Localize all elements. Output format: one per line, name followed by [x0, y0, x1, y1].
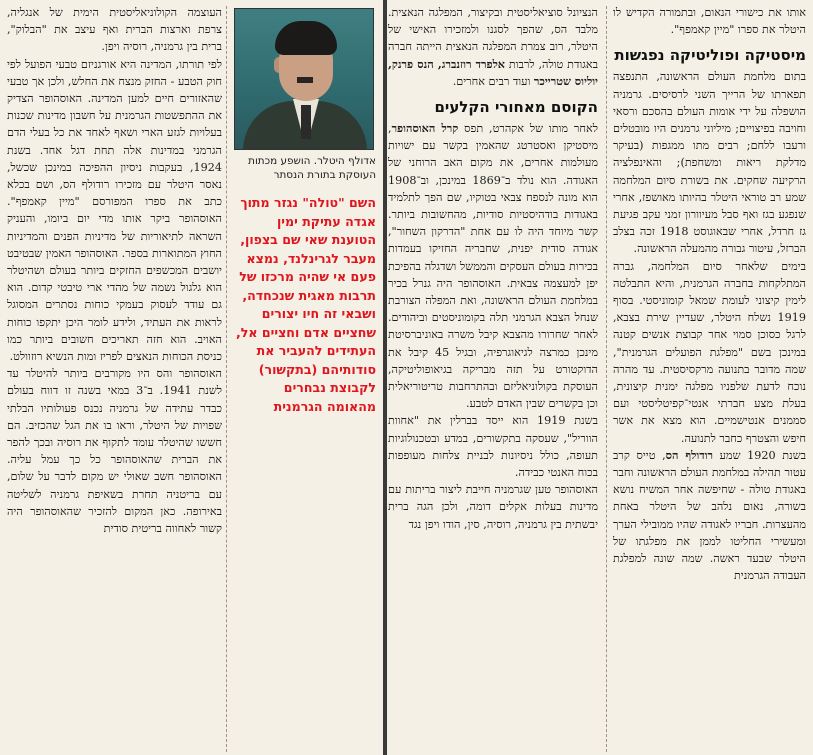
paragraph	[613, 447, 806, 585]
bold-names: אלפרד רוזנברג, הנס פרנק, יוליוס שטרייכר	[388, 56, 598, 88]
bold-name: רודולף הס	[665, 447, 714, 462]
text: , טייס קרב עטור תהילה במלחמת העולם הראשונה וחבר באגודת טולה - שחיפשה אחר המשיח נושא בשורה, נאום נלהב של היטלר באחת מהעצרות. חבריו לאגודה שהיו ממובילי הערך ומעשירי החליטו לממן את מפלגתו של היטלר שבעד ראשה. שמה שונה למפלגת העבודה הגרמנית	[613, 448, 806, 583]
text: ועוד רבים אחרים.	[452, 74, 534, 88]
bold-name: קרל האוסהופר	[391, 121, 459, 136]
paragraph: בתום מלחמת העולם הראשונה, התנפצה תפארתו של הרייך השני לרסיסים. גרמניה הושפלה על ידי אומות העולם בהסכם ורסאי וחויבה בפיצויים; מיליוני גרמנים היו מובטלים ורעבו ללחם; רבים מתו ממגפות (בעיקר מדלקת ריאות ומשחפת); והאינפלציה הרקיעה שחקים. את בשורת סיום המלחמה שמע רב טוראי היטלר בהיותו מאושפז, אחרי שנפגע בגז ואף סבל מעיוורון זמני עקב פגיעת גז חרדל, אחרי שבאוגוסט 1918 זכה בצלב הברזל, עיטור גבורה מהמעלה הראשונה.	[613, 70, 806, 256]
portrait-photo	[234, 8, 374, 150]
paragraph: בשנת 1919 הוא ייסד בברלין את "אחוות הווריל", שעסקה בתקשורים, במדע ובטכנולוגיות תעופה, כולל ניסיונות לבניית צלחות מעופפות בכוח האנטי כבידה.	[388, 414, 598, 480]
pull-quote: השם "טולה" נגזר מתוך אגדה עתיקת ימין הטוענת שאי שם בצפון, מעבר לגרינלנד, נמצא פעם אי שהיה מרכזו של תרבות מאגית שנכחדה, ושבאי זה חיו יצורים שחציים אדם וחציים אל, העתידים להעביר את סודותיהם (בתקשור) לקבוצת נבחרים מהאומה הגרמנית	[235, 195, 376, 414]
photo-hair	[275, 21, 337, 55]
paragraph: האוסהופר טען שגרמניה חייבת ליצור בריתות עם מדינות בעלות אקלים דומה, ולכן הגה ברית יבשתית בין גרמניה, רוסיה, סין, הודו ויפן נגד	[388, 483, 598, 531]
text: בשנת 1920 שמע	[713, 448, 806, 462]
paragraph: בימים שלאחר סיום המלחמה, גברה המתלקחות בחברה הגרמנית, והיא התבלטה לימין קיצוני לעומת שמאל קומוניסטי. בסוף 1919 נשלח היטלר, שעדיין שירת בצבא, לרגל כסוכן סמוי אחר קבוצת אנשים קטנה במינכן בשם "מפלגת הפועלים הגרמנית", שמה מדובר בתנועה מרקסיסטית. עד מהרה נוכח לדעת שלפניו מפלגה ימנית קיצונית, בעלת מצע חברתי אנטי־קפיטליסטי ועם סממנים אנטישמיים. הוא מצא את אשר חיפש והצטרף כחבר לתנועה.	[613, 259, 806, 445]
column-2	[388, 4, 598, 752]
paragraph	[388, 4, 598, 90]
column-4	[7, 4, 222, 752]
photo-moustache	[297, 77, 313, 83]
column-divider	[226, 6, 227, 752]
paragraph: לפי תורתו, המדינה היא אורגניזם טבעי הפועל לפי חוק הטבע - החזק מנצח את החלש, ולכן אך טבעי שהאזורים חיים למען המדינה. האוסהופר הצדיק את ההתפשטות הגרמנית על חשבון מדינות שכנות בעלויות לגזע הארי ושאף לאחד את כל בעלי הדם הגרמני במדינות אלה תחת דגל אחד. בשנת 1924, בעקבות ניסיון ההפיכה במינכן שכשל, נאסר היטלר עם מזכירו רודולף הס, ושם בכלא כתב את ספרו המפורסם "מיין קאמפף". האוסהופר ביקר אותו מדי יום ביומו, והעניק השראה לתיאוריות של מדיניות הפנים והמדיניות החוץ המתוארות בספר. האוסהופר האמין שבטיבט יושבים המכשפים החזקים ביותר בעולם ושהיטלר הוא גלגול נשמה של מהדי ארי טיבטי קדום. הוא גם עודד לעסוק בעמקי כוחות נסתרים המסוגל לראות את העתיד, ולידע לומר היכן יתקפו כוחות האויב. הוא חזה תאריכים חשובים ביותר כמו כניסת הכוחות הנאצים לפריז ומות הנשיא רוזוולט.	[7, 57, 222, 364]
paragraph	[388, 120, 598, 412]
column-divider-bold	[383, 0, 387, 755]
paragraph: אותו את כישורי הנאום, ובתמורה הקדיש לו היטלר את ספרו "מיין קאמפף".	[613, 6, 806, 37]
photo-tie	[301, 105, 311, 139]
section-heading: הקוסם מאחורי הקלעים	[434, 98, 598, 117]
paragraph: העוצמה הקולוניאליסטית הימית של אנגליה, צרפת וארצות הברית ואף עיצב את "הבלוק", ברית בין גרמניה, רוסיה ויפן.	[7, 6, 222, 54]
photo-caption: אדולף היטלר. הושפע מכתות העוסקת בתורת הנסתר	[248, 155, 376, 181]
text: לאחר מותו של אקהרט, תפס	[458, 122, 598, 136]
text: הנציונל סוציאליסטית ובקיצור, המפלגה הנאצית. מלבד הס, שהפך לסגנו ולמזכירו האישי של היטלר, רוב צמרת המפלגה הנאצית הייתה חברה באגודת טולה, לרבות	[388, 6, 598, 71]
column-1	[613, 4, 806, 752]
column-divider	[606, 6, 607, 752]
column-3	[230, 4, 378, 752]
text: , מיסטיקן ואסטרטג שהאמין בקשר עם ישויות מעולמות אחרים, את מקום האב הרוחני של האגודה. הוא נולד ב־1869 במינכן, וב־1908 הוא מונה לנספח צבאי בטוקיו, שם הפך לתלמיד באגודות בודהיסטיות סודיות, מהחשובות ביותר. קשר מיוחד היה לו עם אחת "הדרקון השחור", אגודה סודית יפנית, שחבריה החזיקו בעמדות בכירות בעולם העסקים והממשל ושדגלה בהפיכת יפן למעצמה צבאית. האוסהופר היה גנרל בכיר במלחמת העולם הראשונה, ואת המפלה הצורבת שנחל הצבא הגרמני תלה בקומוניסטים וביהודים. לאחר שחרורו מהצבא קיבל משרה באוניברסיטת מינכן כמרצה לגיאוגרפיה, ובגיל 45 קיבל את הדוקטורט על תזה מבריקה בגיאופוליטיקה, העוסקת בקולוניאליזם ובהתרחבות טריטוריאלית וכן בקשרים שבין האדם לטבע.	[388, 122, 598, 411]
section-heading: מיסטיקה ופוליטיקה נפגשות	[614, 46, 806, 65]
paragraph: האוסהופר והס היו מקורבים ביותר להיטלר עד לשנת 1941. ב־3 במאי בשנה זו דווח בעולם כבדר עתידה של גרמניה נכנס פעולותיו הבלתי שפויות של היטלר, וראו בו את הגל שהכזיב. הם חששו שהיטלר עומד לתקוף את רוסיה ובכך להפר את הברית שהאוסהופר כל כך עמל עליה. האוסהופר חשב שאולי יש מקום לדבר על שלום, עם בריטניה תחרת בשאיפת גרמניה לשליטה באירופה. כאן המקום להזכיר שהאוסהופר היה קשור לאחווה בריטית סודית	[7, 367, 222, 536]
